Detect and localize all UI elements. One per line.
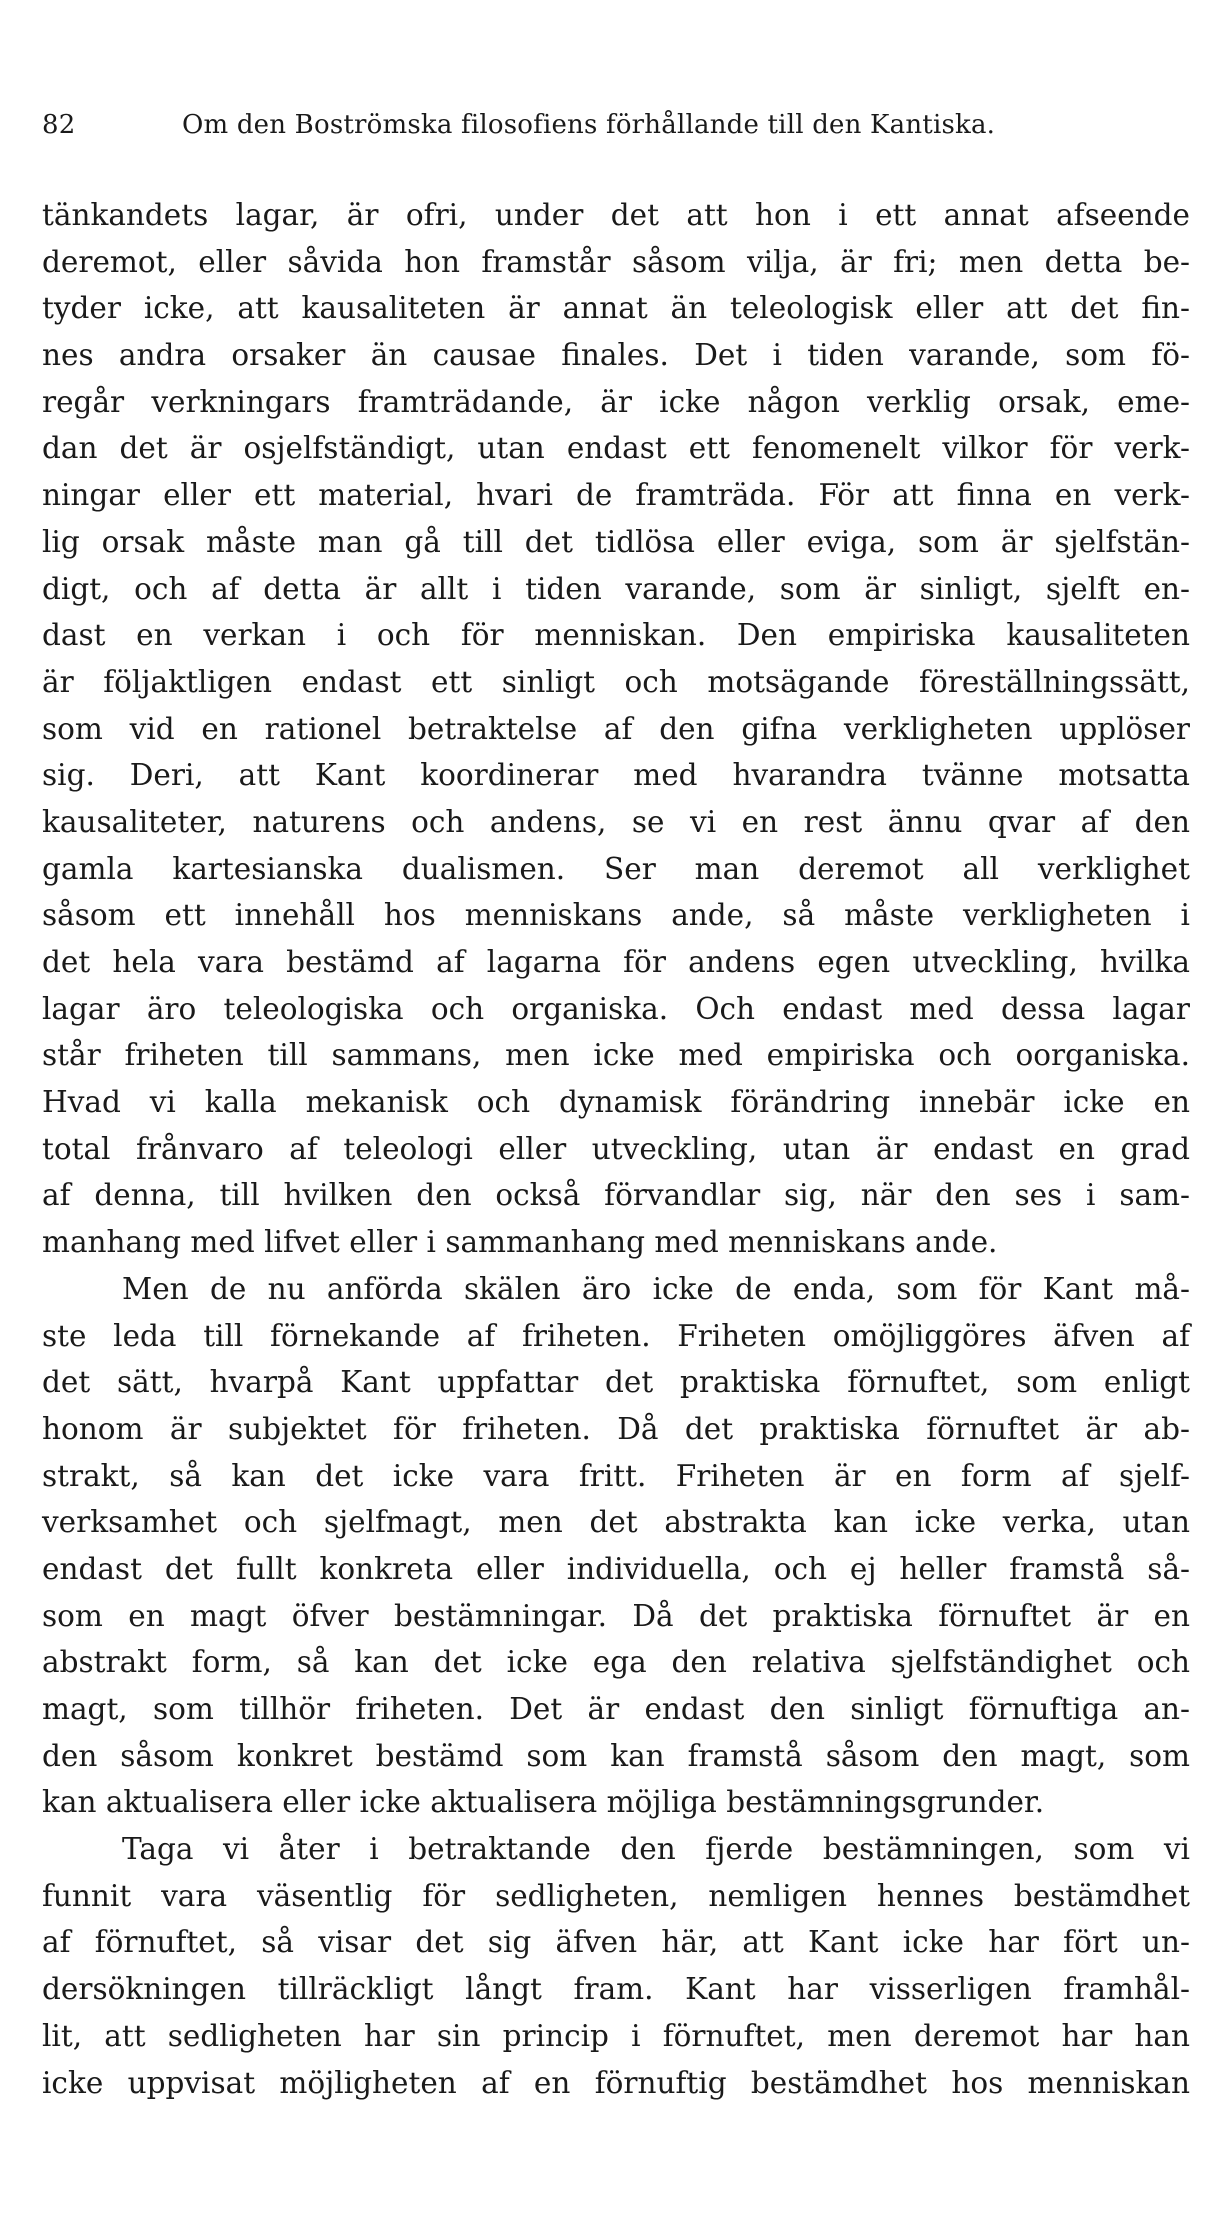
text-line: är följaktligen endast ett sinligt och motsägande föreställningssätt, <box>42 664 1190 699</box>
paragraph-first-line: Men de nu anförda skälen äro icke de enda, som för Kant må- <box>122 1271 1190 1306</box>
page-number: 82 <box>42 110 76 140</box>
text-line: honom är subjektet för friheten. Då det praktiska förnuftet är ab- <box>42 1411 1190 1446</box>
text-line: lig orsak måste man gå till det tidlösa eller eviga, som är sjelfstän- <box>42 524 1190 559</box>
text-line: det sätt, hvarpå Kant uppfattar det praktiska förnuftet, som enligt <box>42 1365 1190 1400</box>
body-text <box>42 192 1190 2106</box>
text-line: Hvad vi kalla mekanisk och dynamisk förändring innebär icke en <box>42 1085 1190 1120</box>
paragraph-last-line: manhang med lifvet eller i sammanhang med menniskans ande. <box>42 1225 998 1260</box>
text-line: tyder icke, att kausaliteten är annat än teleologisk eller att det fin- <box>42 291 1190 326</box>
text-line: af denna, till hvilken den också förvandlar sig, när den ses i sam- <box>42 1178 1190 1213</box>
text-line: magt, som tillhör friheten. Det är endast den sinligt förnuftiga an- <box>42 1692 1190 1726</box>
text-line: dersökningen tillräckligt långt fram. Kant har visserligen framhål- <box>42 1972 1190 2007</box>
running-head <box>42 110 1190 150</box>
text-line: total frånvaro af teleologi eller utveckling, utan är endast en grad <box>42 1131 1190 1166</box>
text-line: kausaliteter, naturens och andens, se vi en rest ännu qvar af den <box>42 804 1190 839</box>
paragraph-first-line: Taga vi åter i betraktande den fjerde bestämningen, som vi <box>122 1832 1190 1867</box>
text-line: icke uppvisat möjligheten af en förnuftig bestämdhet hos menniskan <box>42 2065 1190 2100</box>
text-line: verksamhet och sjelfmagt, men det abstrakta kan icke verka, utan <box>42 1505 1190 1540</box>
text-line: regår verkningars framträdande, är icke någon verklig orsak, eme- <box>42 384 1190 419</box>
text-line: såsom ett innehåll hos menniskans ande, så måste verkligheten i <box>42 898 1190 933</box>
text-line: funnit vara väsentlig för sedligheten, nemligen hennes bestämdhet <box>42 1878 1190 1913</box>
text-line: endast det fullt konkreta eller individuella, och ej heller framstå så- <box>42 1551 1190 1586</box>
text-line: deremot, eller såvida hon framstår såsom vilja, är fri; men detta be- <box>42 244 1190 279</box>
text-line: står friheten till sammans, men icke med empiriska och oorganiska. <box>42 1038 1190 1073</box>
text-line: lit, att sedligheten har sin princip i förnuftet, men deremot har han <box>42 2018 1190 2053</box>
running-title: Om den Boströmska filosofiens förhållande till den Kantiska. <box>182 110 996 140</box>
paragraph-last-line: kan aktualisera eller icke aktualisera möjliga bestämningsgrunder. <box>42 1785 1045 1820</box>
text-line: det hela vara bestämd af lagarna för andens egen utveckling, hvilka <box>42 945 1190 979</box>
text-line: ste leda till förnekande af friheten. Friheten omöjliggöres äfven af <box>42 1318 1190 1353</box>
text-line: dast en verkan i och för menniskan. Den empiriska kausaliteten <box>42 618 1190 653</box>
text-line: sig. Deri, att Kant koordinerar med hvarandra tvänne motsatta <box>42 758 1190 793</box>
text-line: som vid en rationel betraktelse af den gifna verkligheten upplöser <box>42 711 1190 746</box>
text-line: som en magt öfver bestämningar. Då det praktiska förnuftet är en <box>42 1598 1190 1633</box>
text-line: ningar eller ett material, hvari de framträda. För att finna en verk- <box>42 478 1190 513</box>
text-line: tänkandets lagar, är ofri, under det att hon i ett annat afseende <box>42 198 1190 232</box>
text-line: nes andra orsaker än causae finales. Det i tiden varande, som fö- <box>42 338 1190 373</box>
text-line: dan det är osjelfständigt, utan endast ett fenomenelt vilkor för verk- <box>42 431 1190 466</box>
text-line: abstrakt form, så kan det icke ega den relativa sjelfständighet och <box>42 1645 1190 1680</box>
text-line: gamla kartesianska dualismen. Ser man deremot all verklighet <box>42 851 1190 886</box>
text-line: lagar äro teleologiska och organiska. Och endast med dessa lagar <box>42 991 1190 1026</box>
text-line: strakt, så kan det icke vara fritt. Friheten är en form af sjelf- <box>42 1458 1190 1493</box>
book-page <box>42 110 1190 2106</box>
text-line: digt, och af detta är allt i tiden varande, som är sinligt, sjelft en- <box>42 571 1190 606</box>
text-line: af förnuftet, så visar det sig äfven här, att Kant icke har fört un- <box>42 1925 1190 1960</box>
text-line: den såsom konkret bestämd som kan framstå såsom den magt, som <box>42 1738 1190 1773</box>
